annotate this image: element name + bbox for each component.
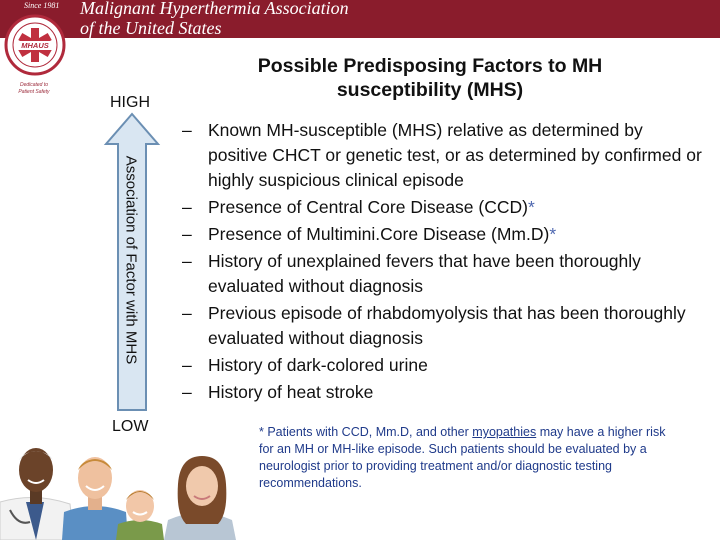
factor-item <box>182 301 702 351</box>
woman-figure <box>164 456 236 540</box>
factor-text: Presence of Multimini.Core Disease (Mm.D) <box>208 224 550 244</box>
factor-text: Previous episode of rhabdomyolysis that has been thoroughly evaluated without diagnosis <box>208 303 686 348</box>
dash: – <box>182 197 192 217</box>
mhaus-logo <box>4 14 66 76</box>
factor-item <box>182 195 702 220</box>
asterisk: * <box>549 224 557 244</box>
axis-high-label: HIGH <box>110 94 150 111</box>
doctor-figure <box>0 448 74 540</box>
factor-list <box>182 118 702 407</box>
factor-item <box>182 118 702 193</box>
logo-text: MHAUS <box>21 41 49 50</box>
footnote-text-start: * Patients with CCD, Mm.D, and other <box>259 425 473 439</box>
factor-text: History of heat stroke <box>208 382 374 402</box>
logo-tagline: Dedicated to Patient Safety <box>18 82 50 95</box>
factor-item <box>182 380 702 405</box>
factor-item <box>182 249 702 299</box>
footnote <box>259 424 679 492</box>
axis-title: Association of Factor with MHS <box>122 155 140 365</box>
dash: – <box>182 120 192 140</box>
header-banner <box>0 0 720 38</box>
since-label: Since 1981 <box>24 1 60 10</box>
myopathies-link[interactable]: myopathies <box>472 425 537 439</box>
factor-text: History of dark-colored urine <box>208 355 428 375</box>
dash: – <box>182 303 192 323</box>
dash: – <box>182 251 192 271</box>
factor-text: Presence of Central Core Disease (CCD) <box>208 197 528 217</box>
factor-item <box>182 353 702 378</box>
factor-text: History of unexplained fevers that have been thoroughly evaluated without diagnosis <box>208 251 641 296</box>
asterisk: * <box>527 197 535 217</box>
organization-name <box>80 0 349 38</box>
dash: – <box>182 355 192 375</box>
org-name-line2: of the United States <box>80 18 222 38</box>
slide-title: Possible Predisposing Factors to MH susceptibility (MHS) <box>257 55 603 101</box>
org-name-line1: Malignant Hyperthermia Association <box>80 0 349 18</box>
footnote-text-end: may have a higher risk for an MH or MH-like episode. Such patients should be evaluated by a neurologist prior to providing treatment and/or diagnostic testing recommendations. <box>259 425 666 490</box>
factor-item <box>182 222 702 247</box>
people-photo <box>0 440 240 540</box>
axis-low-label: LOW <box>112 418 149 435</box>
factor-text: Known MH-susceptible (MHS) relative as determined by positive CHCT or genetic test, or as determined by confirmed or highly suspicious clinical episode <box>208 120 702 190</box>
dash: – <box>182 382 192 402</box>
dash: – <box>182 224 192 244</box>
